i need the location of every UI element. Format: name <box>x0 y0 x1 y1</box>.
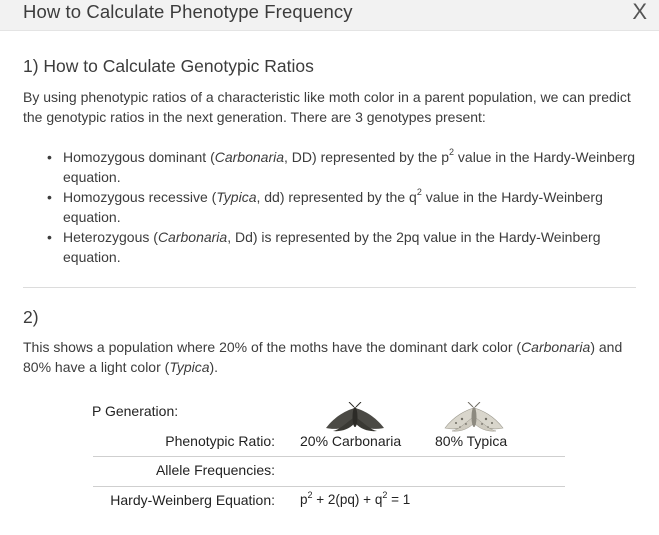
hw-equation: $p^2 + 2(pq) + q^2 = 1$ <box>300 489 411 507</box>
section-divider <box>23 287 636 288</box>
list-item: • Homozygous dominant (Carbonaria, DD) represented by the $p^2$ value in the Hardy-Weinberg equation. <box>47 147 639 187</box>
section2-intro: This shows a population where 20% of the moths have the dominant dark color (Carbonaria) and 80% have a light color (Typica). <box>23 339 623 375</box>
dark-moth-icon <box>323 402 387 432</box>
hw-equation-label: Hardy-Weinberg Equation: <box>110 492 275 508</box>
close-button[interactable]: X <box>632 0 647 24</box>
list-item: • Homozygous recessive (Typica, dd) represented by the $q^2$ value in the Hardy-Weinberg equation. <box>47 187 639 227</box>
section1-intro: By using phenotypic ratios of a characteristic like moth color in a parent population, we can predict the genotypic ratios in the next generation. There are 3 genotypes present: <box>23 89 631 125</box>
phenotypic-ratio-label: Phenotypic Ratio: <box>165 433 275 449</box>
list-item: • Heterozygous (Carbonaria, Dd) is represented by the 2pq value in the Hardy-Weinberg equation. <box>47 227 639 267</box>
genotype-list <box>47 147 639 267</box>
carbonaria-value: 20% Carbonaria <box>300 433 402 449</box>
dialog-header <box>0 0 659 31</box>
light-moth-icon <box>442 402 506 432</box>
allele-frequencies-label: Allele Frequencies: <box>155 462 275 478</box>
dialog-title: How to Calculate Phenotype Frequency <box>23 1 353 22</box>
generation-label: P Generation: <box>92 403 179 419</box>
table-divider <box>93 486 565 487</box>
section1-title: 1) How to Calculate Genotypic Ratios <box>23 56 314 76</box>
typica-value: 80% Typica <box>435 433 508 449</box>
section2-title: 2) <box>23 307 39 327</box>
table-divider <box>93 456 565 457</box>
